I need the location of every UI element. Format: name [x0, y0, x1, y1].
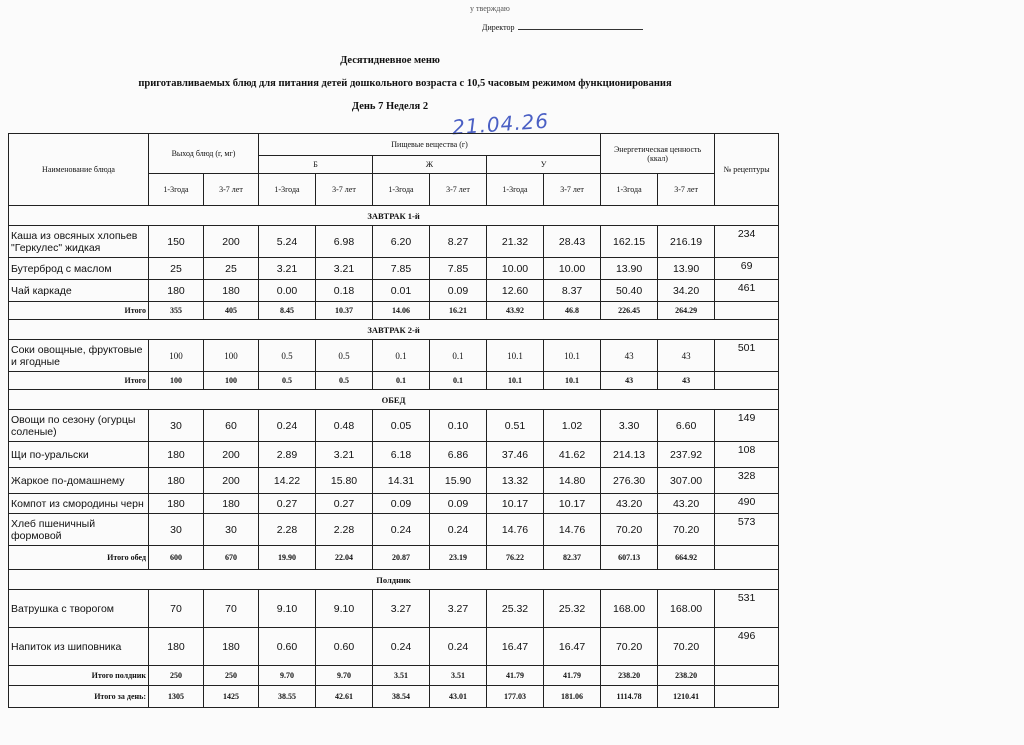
total-value: 43: [601, 372, 658, 390]
dish-value: 180: [204, 280, 259, 302]
dish-name: Бутерброд с маслом: [9, 258, 149, 280]
total-value: 10.1: [544, 372, 601, 390]
age-header: 1-3года: [149, 174, 204, 206]
total-recipe-empty: [715, 302, 779, 320]
total-value: 264.29: [658, 302, 715, 320]
total-value: 9.70: [316, 666, 373, 686]
dish-value: 216.19: [658, 226, 715, 258]
dish-value: 10.17: [487, 494, 544, 514]
dish-value: 70.20: [601, 514, 658, 546]
total-value: 22.04: [316, 546, 373, 570]
total-recipe-empty: [715, 666, 779, 686]
dish-row: [9, 340, 779, 372]
day-label: День 7 Неделя 2: [351, 101, 429, 112]
dish-value: 3.21: [316, 442, 373, 468]
dish-value: 6.18: [373, 442, 430, 468]
dish-value: 70.20: [658, 628, 715, 666]
dish-value: 43.20: [601, 494, 658, 514]
dish-value: 180: [149, 494, 204, 514]
section-title: ЗАВТРАК 1-й: [9, 206, 779, 226]
dish-value: 180: [149, 442, 204, 468]
dish-value: 0.24: [373, 628, 430, 666]
dish-value: 6.20: [373, 226, 430, 258]
dish-value: 14.22: [259, 468, 316, 494]
dish-value: 16.47: [544, 628, 601, 666]
dish-value: 100: [149, 340, 204, 372]
col-yield-header: Выход блюд (г, мг): [149, 134, 259, 174]
section-total-row: [9, 302, 779, 320]
dish-value: 0.24: [373, 514, 430, 546]
dish-value: 34.20: [658, 280, 715, 302]
dish-value: 8.27: [430, 226, 487, 258]
total-value: 100: [149, 372, 204, 390]
age-header: 1-3года: [487, 174, 544, 206]
dish-value: 307.00: [658, 468, 715, 494]
dish-name: Щи по-уральски: [9, 442, 149, 468]
dish-value: 12.60: [487, 280, 544, 302]
total-value: 41.79: [544, 666, 601, 686]
dish-value: 16.47: [487, 628, 544, 666]
recipe-number: 531: [715, 590, 779, 628]
dish-value: 168.00: [658, 590, 715, 628]
dish-value: 180: [149, 628, 204, 666]
dish-value: 276.30: [601, 468, 658, 494]
section-header-row: [9, 206, 779, 226]
col-protein-header: Б: [259, 156, 373, 174]
total-label: Итого обед: [9, 546, 149, 570]
recipe-number: 573: [715, 514, 779, 546]
day-total-value: 38.54: [373, 686, 430, 708]
recipe-number: 501: [715, 340, 779, 372]
signature-line: [518, 21, 643, 30]
dish-value: 70: [149, 590, 204, 628]
dish-value: 0.00: [259, 280, 316, 302]
dish-value: 10.00: [544, 258, 601, 280]
total-value: 41.79: [487, 666, 544, 686]
section-header-row: [9, 390, 779, 410]
dish-value: 30: [149, 514, 204, 546]
dish-row: [9, 590, 779, 628]
dish-value: 70.20: [601, 628, 658, 666]
day-total-recipe-empty: [715, 686, 779, 708]
total-label: Итого: [9, 372, 149, 390]
day-total-row: [9, 686, 779, 708]
dish-value: 0.5: [259, 340, 316, 372]
day-total-value: 177.03: [487, 686, 544, 708]
recipe-number: 234: [715, 226, 779, 258]
dish-value: 0.05: [373, 410, 430, 442]
dish-value: 180: [149, 468, 204, 494]
recipe-number: 108: [715, 442, 779, 468]
section-total-row: [9, 546, 779, 570]
dish-value: 43.20: [658, 494, 715, 514]
dish-value: 6.98: [316, 226, 373, 258]
day-total-value: 181.06: [544, 686, 601, 708]
col-energy-header: Энергетическая ценность (ккал): [601, 134, 715, 174]
day-total-value: 1210.41: [658, 686, 715, 708]
col-nutrients-header: Пищевые вещества (г): [259, 134, 601, 156]
dish-value: 162.15: [601, 226, 658, 258]
dish-name: Каша из овсяных хлопьев "Геркулес" жидкая: [9, 226, 149, 258]
dish-value: 10.1: [487, 340, 544, 372]
dish-value: 0.60: [316, 628, 373, 666]
total-value: 226.45: [601, 302, 658, 320]
total-value: 238.20: [658, 666, 715, 686]
total-label: Итого полдник: [9, 666, 149, 686]
age-header: 3-7 лет: [204, 174, 259, 206]
col-name-header: Наименование блюда: [9, 134, 149, 206]
dish-value: 3.21: [316, 258, 373, 280]
dish-value: 100: [204, 340, 259, 372]
dish-name: Напиток из шиповника: [9, 628, 149, 666]
total-value: 607.13: [601, 546, 658, 570]
dish-name: Жаркое по-домашнему: [9, 468, 149, 494]
dish-value: 0.09: [373, 494, 430, 514]
dish-value: 37.46: [487, 442, 544, 468]
dish-value: 43: [601, 340, 658, 372]
section-header-row: [9, 570, 779, 590]
dish-value: 7.85: [373, 258, 430, 280]
age-header: 1-3года: [259, 174, 316, 206]
dish-value: 13.90: [601, 258, 658, 280]
dish-row: [9, 628, 779, 666]
age-header: 1-3года: [601, 174, 658, 206]
day-total-label: Итого за день:: [9, 686, 149, 708]
total-value: 19.90: [259, 546, 316, 570]
director-signature-line: [482, 21, 643, 32]
dish-value: 200: [204, 468, 259, 494]
handwritten-date: 21.04.26: [451, 108, 550, 140]
dish-value: 70: [204, 590, 259, 628]
total-value: 0.5: [316, 372, 373, 390]
dish-value: 0.18: [316, 280, 373, 302]
dish-name: Чай каркаде: [9, 280, 149, 302]
dish-value: 13.90: [658, 258, 715, 280]
dish-name: Ватрушка с творогом: [9, 590, 149, 628]
total-value: 23.19: [430, 546, 487, 570]
total-value: 8.45: [259, 302, 316, 320]
dish-value: 0.51: [487, 410, 544, 442]
dish-value: 3.27: [430, 590, 487, 628]
dish-value: 6.86: [430, 442, 487, 468]
total-value: 250: [149, 666, 204, 686]
dish-value: 3.21: [259, 258, 316, 280]
section-title: ЗАВТРАК 2-й: [9, 320, 779, 340]
dish-value: 10.1: [544, 340, 601, 372]
dish-value: 28.43: [544, 226, 601, 258]
dish-value: 2.28: [316, 514, 373, 546]
total-value: 16.21: [430, 302, 487, 320]
dish-value: 2.28: [259, 514, 316, 546]
dish-value: 0.1: [430, 340, 487, 372]
dish-value: 214.13: [601, 442, 658, 468]
total-recipe-empty: [715, 546, 779, 570]
dish-name: Компот из смородины черн: [9, 494, 149, 514]
dish-value: 41.62: [544, 442, 601, 468]
recipe-number: 490: [715, 494, 779, 514]
dish-value: 2.89: [259, 442, 316, 468]
dish-value: 0.60: [259, 628, 316, 666]
recipe-number: 461: [715, 280, 779, 302]
dish-value: 0.27: [259, 494, 316, 514]
dish-value: 0.5: [316, 340, 373, 372]
dish-value: 3.30: [601, 410, 658, 442]
age-header: 3-7 лет: [430, 174, 487, 206]
dish-row: [9, 226, 779, 258]
dish-row: [9, 258, 779, 280]
document-subtitle: приготавливаемых блюд для питания детей дошкольного возраста с 10,5 часовым режимом функционирования: [138, 78, 672, 89]
dish-row: [9, 514, 779, 546]
dish-value: 43: [658, 340, 715, 372]
total-value: 664.92: [658, 546, 715, 570]
total-value: 82.37: [544, 546, 601, 570]
section-title: Полдник: [9, 570, 779, 590]
dish-value: 168.00: [601, 590, 658, 628]
age-header: 3-7 лет: [658, 174, 715, 206]
dish-value: 13.32: [487, 468, 544, 494]
dish-value: 15.90: [430, 468, 487, 494]
dish-value: 0.48: [316, 410, 373, 442]
menu-table: [8, 133, 779, 708]
dish-value: 0.27: [316, 494, 373, 514]
day-total-value: 1425: [204, 686, 259, 708]
age-header: 3-7 лет: [544, 174, 601, 206]
dish-value: 25: [204, 258, 259, 280]
dish-row: [9, 494, 779, 514]
dish-value: 60: [204, 410, 259, 442]
document-title: Десятидневное меню: [340, 55, 440, 66]
total-value: 43: [658, 372, 715, 390]
dish-value: 180: [149, 280, 204, 302]
dish-value: 0.1: [373, 340, 430, 372]
dish-value: 0.10: [430, 410, 487, 442]
total-value: 100: [204, 372, 259, 390]
dish-name: Овощи по сезону (огурцы соленые): [9, 410, 149, 442]
recipe-number: 328: [715, 468, 779, 494]
total-value: 355: [149, 302, 204, 320]
total-value: 46.8: [544, 302, 601, 320]
total-label: Итого: [9, 302, 149, 320]
day-total-value: 1305: [149, 686, 204, 708]
total-value: 405: [204, 302, 259, 320]
total-value: 10.37: [316, 302, 373, 320]
section-header-row: [9, 320, 779, 340]
col-recipe-header: № рецептуры: [715, 134, 779, 206]
recipe-number: 496: [715, 628, 779, 666]
dish-value: 180: [204, 494, 259, 514]
dish-value: 21.32: [487, 226, 544, 258]
dish-value: 180: [204, 628, 259, 666]
col-carbs-header: У: [487, 156, 601, 174]
total-value: 3.51: [430, 666, 487, 686]
dish-value: 5.24: [259, 226, 316, 258]
dish-value: 0.24: [430, 514, 487, 546]
day-total-value: 43.01: [430, 686, 487, 708]
total-value: 14.06: [373, 302, 430, 320]
total-value: 670: [204, 546, 259, 570]
total-value: 3.51: [373, 666, 430, 686]
dish-value: 7.85: [430, 258, 487, 280]
total-value: 600: [149, 546, 204, 570]
total-value: 20.87: [373, 546, 430, 570]
dish-value: 237.92: [658, 442, 715, 468]
dish-value: 50.40: [601, 280, 658, 302]
dish-value: 0.09: [430, 280, 487, 302]
col-fat-header: Ж: [373, 156, 487, 174]
dish-value: 15.80: [316, 468, 373, 494]
dish-name: Соки овощные, фруктовые и ягодные: [9, 340, 149, 372]
dish-value: 14.76: [544, 514, 601, 546]
total-recipe-empty: [715, 372, 779, 390]
age-header: 3-7 лет: [316, 174, 373, 206]
dish-value: 70.20: [658, 514, 715, 546]
age-header: 1-3года: [373, 174, 430, 206]
day-total-value: 38.55: [259, 686, 316, 708]
total-value: 43.92: [487, 302, 544, 320]
recipe-number: 69: [715, 258, 779, 280]
total-value: 0.1: [373, 372, 430, 390]
dish-value: 200: [204, 442, 259, 468]
total-value: 0.1: [430, 372, 487, 390]
section-total-row: [9, 666, 779, 686]
day-total-value: 1114.78: [601, 686, 658, 708]
dish-value: 10.17: [544, 494, 601, 514]
dish-value: 30: [204, 514, 259, 546]
dish-value: 0.24: [259, 410, 316, 442]
dish-value: 3.27: [373, 590, 430, 628]
dish-row: [9, 280, 779, 302]
dish-value: 150: [149, 226, 204, 258]
dish-value: 25.32: [544, 590, 601, 628]
dish-value: 0.24: [430, 628, 487, 666]
total-value: 9.70: [259, 666, 316, 686]
dish-value: 0.09: [430, 494, 487, 514]
dish-value: 14.76: [487, 514, 544, 546]
dish-row: [9, 442, 779, 468]
dish-row: [9, 410, 779, 442]
approval-label: у тверждаю: [470, 4, 510, 13]
dish-value: 14.80: [544, 468, 601, 494]
dish-value: 30: [149, 410, 204, 442]
dish-value: 8.37: [544, 280, 601, 302]
section-total-row: [9, 372, 779, 390]
total-value: 10.1: [487, 372, 544, 390]
dish-value: 25.32: [487, 590, 544, 628]
director-label: Директор: [482, 23, 515, 32]
total-value: 238.20: [601, 666, 658, 686]
total-value: 250: [204, 666, 259, 686]
dish-value: 14.31: [373, 468, 430, 494]
dish-name: Хлеб пшеничный формовой: [9, 514, 149, 546]
total-value: 76.22: [487, 546, 544, 570]
dish-value: 9.10: [316, 590, 373, 628]
dish-value: 1.02: [544, 410, 601, 442]
dish-value: 10.00: [487, 258, 544, 280]
recipe-number: 149: [715, 410, 779, 442]
dish-value: 25: [149, 258, 204, 280]
dish-row: [9, 468, 779, 494]
dish-value: 0.01: [373, 280, 430, 302]
day-total-value: 42.61: [316, 686, 373, 708]
dish-value: 9.10: [259, 590, 316, 628]
section-title: ОБЕД: [9, 390, 779, 410]
total-value: 0.5: [259, 372, 316, 390]
dish-value: 6.60: [658, 410, 715, 442]
dish-value: 200: [204, 226, 259, 258]
